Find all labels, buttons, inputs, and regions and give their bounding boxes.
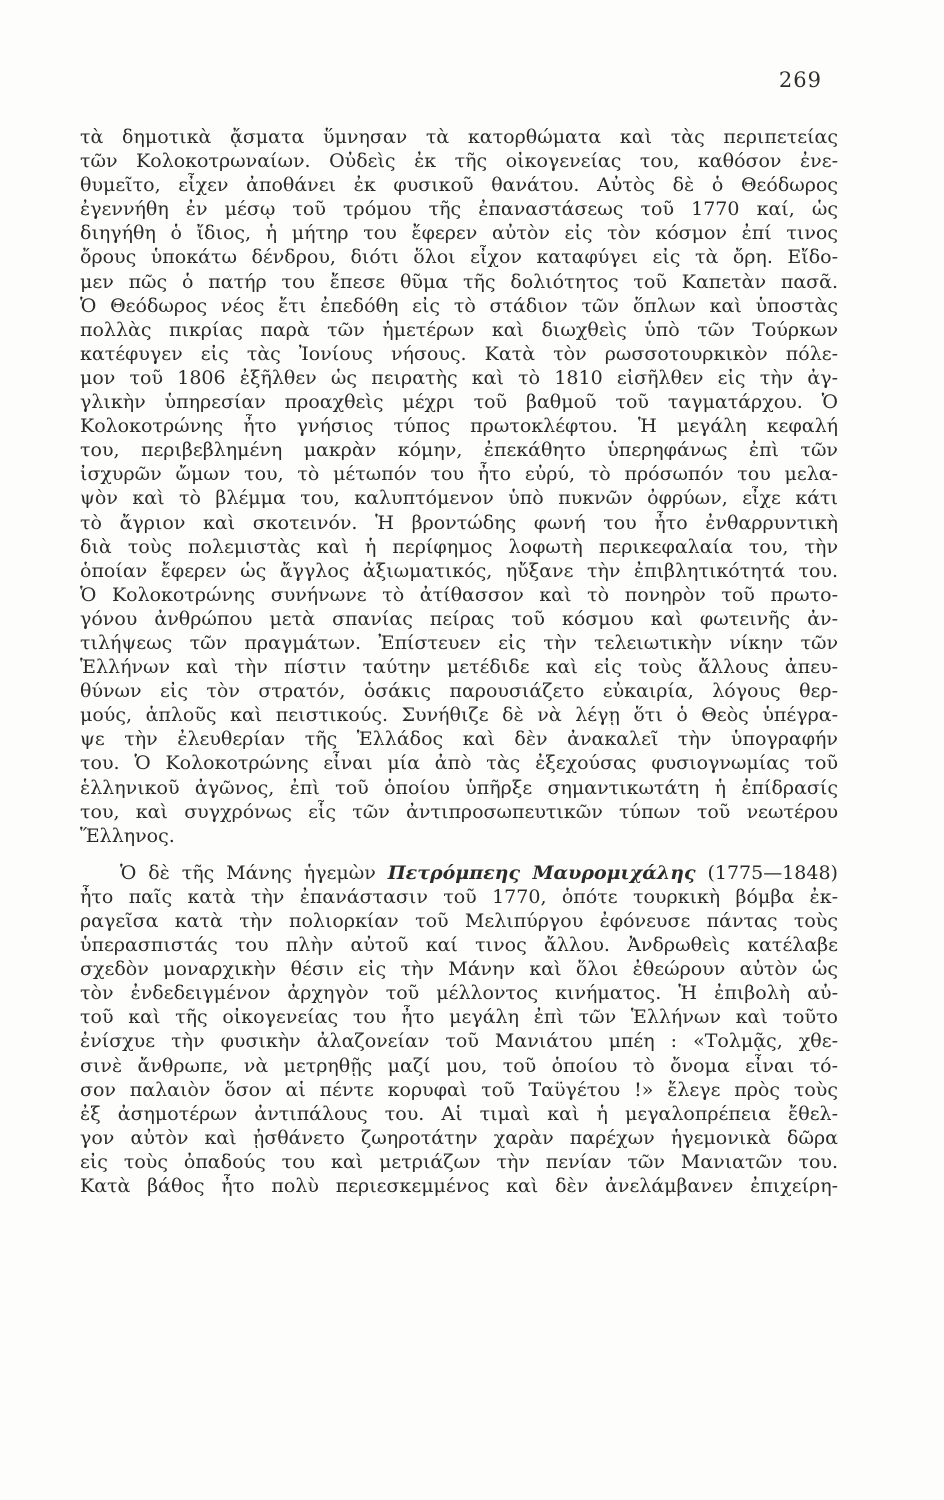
text-line: διηγήθη ὁ ἴδιος, ἡ μήτηρ του ἔφερεν αὐτὸν εἰς τὸν κόσμον ἐπί τινος bbox=[80, 222, 838, 245]
text-line: ἐγεννήθη ἐν μέσῳ τοῦ τρόμου τῆς ἐπαναστάσεως τοῦ 1770 καί, ὡς bbox=[80, 198, 838, 221]
line-prefix: Ὁ δὲ τῆς Μάνης ἡγεμὼν bbox=[120, 861, 376, 884]
text-line: θύνων εἰς τὸν στρατόν, ὁσάκις παρουσιάζετο εὐκαιρία, λόγους θερ- bbox=[80, 680, 838, 703]
text-line: ὁποίαν ἔφερεν ὡς ἄγγλος ἀξιωματικός, ηὔξανε τὴν ἐπιβλητικότητά του. bbox=[80, 559, 838, 582]
text-line: εἰς τοὺς ὀπαδούς του καὶ μετριάζων τὴν πενίαν τῶν Μανιατῶν του. bbox=[80, 1150, 838, 1173]
text-line: τιλήψεως τῶν πραγμάτων. Ἐπίστευεν εἰς τὴν τελειωτικὴν νίκην τῶν bbox=[80, 631, 838, 654]
text-line: τοῦ καὶ τῆς οἰκογενείας του ἦτο μεγάλη ἐπὶ τῶν Ἑλλήνων καὶ τοῦτο bbox=[80, 1006, 838, 1029]
paragraph-first-line bbox=[80, 861, 838, 885]
text-line: ψὸν καὶ τὸ βλέμμα του, καλυπτόμενον ὑπὸ πυκνῶν ὀφρύων, εἶχε κάτι bbox=[80, 487, 838, 510]
text-line: ἰσχυρῶν ὤμων του, τὸ μέτωπόν του ἦτο εὐρύ, τὸ πρόσωπόν του μελα- bbox=[80, 463, 838, 486]
text-line: Ἑλλήνων καὶ τὴν πίστιν ταύτην μετέδιδε καὶ εἰς τοὺς ἄλλους ἀπευ- bbox=[80, 656, 838, 679]
text-line: γόνου ἀνθρώπου μετὰ σπανίας πείρας τοῦ κόσμου καὶ φωτεινῆς ἀν- bbox=[80, 607, 838, 630]
text-line: Ἕλληνος. bbox=[80, 824, 175, 847]
text-line: του, περιβεβλημένη μακρὰν κόμην, ἐπεκάθητο ὑπερηφάνως ἐπὶ τῶν bbox=[80, 439, 838, 462]
text-line: ἐνίσχυε τὴν φυσικὴν ἀλαζονείαν τοῦ Μανιάτου μπέη : «Τολμᾷς, χθε- bbox=[80, 1030, 838, 1053]
text-line: του, καὶ συγχρόνως εἷς τῶν ἀντιπροσωπευτικῶν τύπων τοῦ νεωτέρου bbox=[80, 800, 838, 823]
text-line: του. Ὁ Κολοκοτρώνης εἶναι μία ἀπὸ τὰς ἐξεχούσας φυσιογνωμίας τοῦ bbox=[80, 752, 838, 775]
text-line: ἦτο παῖς κατὰ τὴν ἐπανάστασιν τοῦ 1770, ὁπότε τουρκικὴ βόμβα ἐκ- bbox=[80, 885, 838, 908]
text-line: πολλὰς πικρίας παρὰ τῶν ἡμετέρων καὶ διωχθεὶς ὑπὸ τῶν Τούρκων bbox=[80, 318, 838, 341]
text-line: Ὁ Κολοκοτρώνης συνήνωνε τὸ ἀτίθασσον καὶ τὸ πονηρὸν τοῦ πρωτο- bbox=[80, 583, 838, 606]
paragraph-kolokotronis bbox=[80, 125, 838, 848]
text-line: τῶν Κολοκοτρωναίων. Οὐδεὶς ἐκ τῆς οἰκογενείας του, καθόσον ἐνε- bbox=[80, 150, 838, 173]
text-line: τὰ δημοτικὰ ᾄσματα ὕμνησαν τὰ κατορθώματα καὶ τὰς περιπετείας bbox=[80, 126, 838, 148]
life-dates: (1775—1848) bbox=[707, 861, 838, 884]
paragraph-gap bbox=[80, 848, 838, 861]
page-number: 269 bbox=[778, 68, 822, 92]
text-line: σχεδὸν μοναρχικὴν θέσιν εἰς τὴν Μάνην καὶ ὅλοι ἐθεώρουν αὐτὸν ὡς bbox=[80, 958, 838, 981]
text-line: θυμεῖτο, εἶχεν ἀποθάνει ἐκ φυσικοῦ θανάτου. Αὐτὸς δὲ ὁ Θεόδωρος bbox=[80, 174, 838, 197]
text-line: μεν πῶς ὁ πατήρ του ἔπεσε θῦμα τῆς δολιότητος τοῦ Καπετὰν πασᾶ. bbox=[80, 270, 838, 293]
text-line: ἐξ ἀσημοτέρων ἀντιπάλους του. Αἱ τιμαὶ καὶ ἡ μεγαλοπρέπεια ἔθελ- bbox=[80, 1102, 838, 1125]
text-line: γλικὴν ὑπηρεσίαν προαχθεὶς μέχρι τοῦ βαθμοῦ τοῦ ταγματάρχου. Ὁ bbox=[80, 391, 838, 414]
text-line: ἑλληνικοῦ ἀγῶνος, ἐπὶ τοῦ ὁποίου ὑπῆρξε σημαντικωτάτη ἡ ἐπίδρασίς bbox=[80, 776, 838, 799]
emphasized-name: Πετρόμπεης Μαυρομιχάλης bbox=[387, 861, 696, 884]
body-text bbox=[80, 125, 838, 1198]
text-line: τὸν ἐνδεδειγμένον ἀρχηγὸν τοῦ μέλλοντος κινήματος. Ἡ ἐπιβολὴ αὐ- bbox=[80, 982, 838, 1005]
text-line: τὸ ἄγριον καὶ σκοτεινόν. Ἡ βροντώδης φωνή του ἦτο ἐνθαρρυντικὴ bbox=[80, 511, 838, 534]
paragraph-petrompeis bbox=[80, 861, 838, 1198]
text-line: μον τοῦ 1806 ἐξῆλθεν ὡς πειρατὴς καὶ τὸ 1810 εἰσῆλθεν εἰς τὴν ἀγ- bbox=[80, 366, 838, 389]
text-line: γον αὐτὸν καὶ ᾐσθάνετο ζωηροτάτην χαρὰν παρέχων ἡγεμονικὰ δῶρα bbox=[80, 1126, 838, 1149]
text-line: ὄρους ὑποκάτω δένδρου, διότι ὅλοι εἶχον καταφύγει εἰς τὰ ὄρη. Εἴδο- bbox=[80, 246, 838, 269]
text-line: Κολοκοτρώνης ἦτο γνήσιος τύπος πρωτοκλέφτου. Ἡ μεγάλη κεφαλή bbox=[80, 415, 838, 438]
text-line: ὑπερασπιστάς του πλὴν αὐτοῦ καί τινος ἄλλου. Ἀνδρωθεὶς κατέλαβε bbox=[80, 934, 838, 957]
text-line: μούς, ἁπλοῦς καὶ πειστικούς. Συνήθιζε δὲ νὰ λέγῃ ὅτι ὁ Θεὸς ὑπέγρα- bbox=[80, 704, 838, 727]
text-line: ψε τὴν ἐλευθερίαν τῆς Ἑλλάδος καὶ δὲν ἀνακαλεῖ τὴν ὑπογραφήν bbox=[80, 728, 838, 751]
text-line: σινὲ ἄνθρωπε, νὰ μετρηθῇς μαζί μου, τοῦ ὁποίου τὸ ὄνομα εἶναι τό- bbox=[80, 1054, 838, 1077]
text-line: Κατὰ βάθος ἦτο πολὺ περιεσκεμμένος καὶ δὲν ἀνελάμβανεν ἐπιχείρη- bbox=[80, 1175, 838, 1198]
text-line: Ὁ Θεόδωρος νέος ἔτι ἐπεδόθη εἰς τὸ στάδιον τῶν ὅπλων καὶ ὑποστὰς bbox=[80, 294, 838, 317]
text-line: κατέφυγεν εἰς τὰς Ἰονίους νήσους. Κατὰ τὸν ρωσσοτουρκικὸν πόλε- bbox=[80, 342, 838, 365]
text-line: σον παλαιὸν ὅσον αἱ πέντε κορυφαὶ τοῦ Ταϋγέτου !» ἔλεγε πρὸς τοὺς bbox=[80, 1078, 838, 1101]
text-line: ραγεῖσα κατὰ τὴν πολιορκίαν τοῦ Μελιπύργου ἐφόνευσε πάντας τοὺς bbox=[80, 910, 838, 932]
text-line: διὰ τοὺς πολεμιστὰς καὶ ἡ περίφημος λοφωτὴ περικεφαλαία του, τὴν bbox=[80, 535, 838, 558]
